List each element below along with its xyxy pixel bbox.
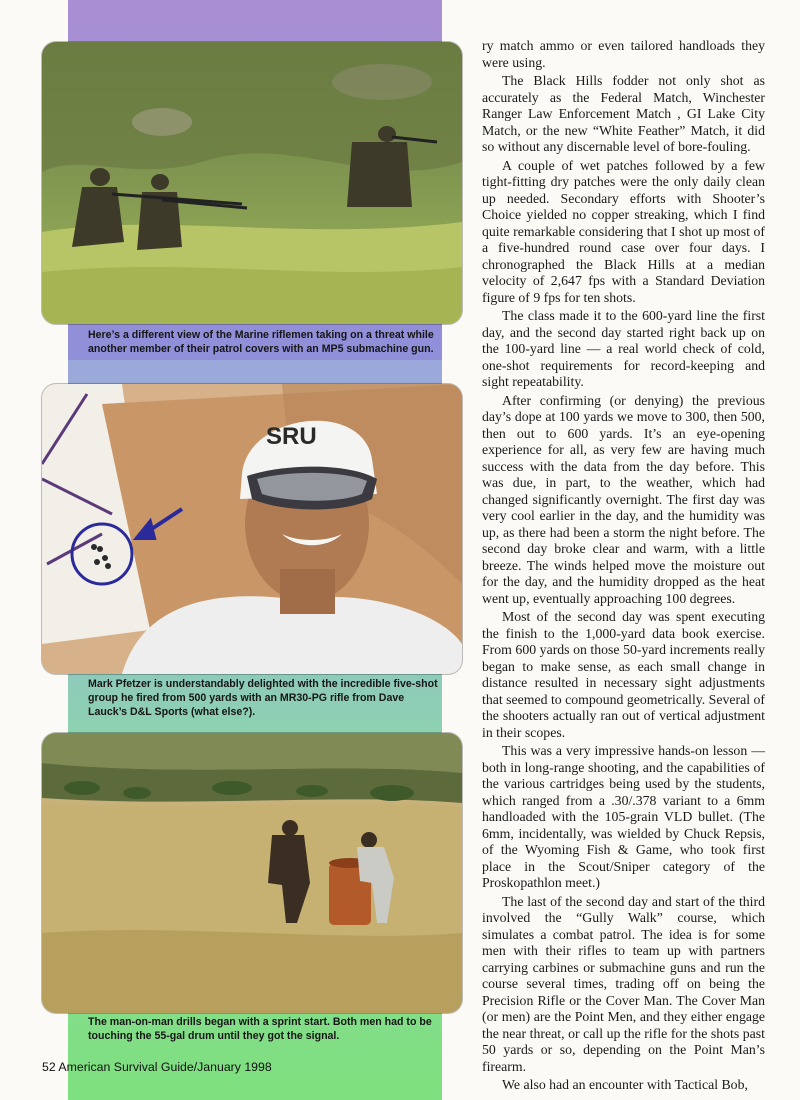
paragraph: We also had an encounter with Tactical Bob, [502, 1077, 748, 1092]
paragraph: The Black Hills fodder not only shot as accurately as the Federal Match, Winchester Ranger Law Enforcement Match , GI Lake City Match, or the new “White Feather” Match, it did so without any discernable level of bore-fouling. [482, 73, 765, 154]
caption-photo-2: Mark Pfetzer is understandably delighted with the incredible five-shot group he fired from 500 yards with an MR30-PG rifle from Dave Lauck’s D&L Sports (what else?). [88, 678, 438, 719]
paragraph: A couple of wet patches followed by a few tight-fitting dry patches were the only daily clean up needed. Secondary efforts with Shooter’s Choice yielded no copper streaking, which I find quite remarkable considering that I shot up most of a five-hundred round case over four days. I chronographed the Black Hills at a median velocity of 2,647 fps with a Standard Deviation figure of 9 fps for ten shots. [482, 157, 765, 305]
article-body [482, 38, 765, 1096]
photo-sprint-drill [42, 733, 462, 1013]
hat-logo-text: SRU [266, 423, 317, 450]
paragraph: After confirming (or denying) the previous day’s dope at 100 yards we move to 300, then 500, then out to 600 yards. It’s an eye-opening experience for all, as very few are having much success with the data from the day before. This was due, in part, to the weather, which had changed significantly overnight. The first day was very cool earlier in the day, and the humidity was up, as there had been a storm the night before. The second day broke clear and warm, with a little breeze. The winds helped move the moisture out for the day, and the humidity dropped as the heat went up, eventually approaching 100 degrees. [482, 392, 765, 606]
photo-mark-pfetzer [42, 384, 462, 674]
caption-photo-3: The man-on-man drills began with a sprint start. Both men had to be touching the 55-gal drum until they got the signal. [88, 1016, 432, 1043]
paragraph: ry match ammo or even tailored handloads they were using. [482, 38, 765, 70]
paragraph: The class made it to the 600-yard line the first day, and the second day started right back up on the 100-yard line — a real world check of cold, one-shot requirements for record-keeping and sight repeatability. [482, 308, 765, 389]
paragraph: Most of the second day was spent executing the finish to the 1,000-yard data book exercise. From 600 yards on those 50-yard increments really began to make sense, as each small change in distance resulted in necessary sight adjustments that seemed to compound geometrically. Several of the shooters actually ran out of vertical adjustment in their scopes. [482, 609, 765, 740]
photo-marine-riflemen [42, 42, 462, 324]
paragraph: This was a very impressive hands-on lesson — both in long-range shooting, and the capabilities of the various cartridges being used by the students, which ranged from a .30/.378 variant to a 6mm handloaded with the 105-grain VLD bullet. (The 6mm, incidentally, was wielded by Chuck Repsis, of the Wyoming Fish & Game, who took first place in the Scout/Sniper category of the Proskopathlon meet.) [482, 743, 765, 890]
page-footer: 52 American Survival Guide/January 1998 [42, 1060, 272, 1074]
caption-photo-1: Here’s a different view of the Marine riflemen taking on a threat while another member of their patrol covers with an MP5 submachine gun. [88, 329, 434, 356]
paragraph: The last of the second day and start of the third involved the “Gully Walk” course, which simulates a combat patrol. The idea is for some men with their rifles to team up with partners carrying carbines or submachine guns and run the course several times, trading off on being the Precision Rifle or the Cover Man. The Cover Man (or men) are the Point Men, and they either engage the near threat, or call up the rifle for the shots past 50 yards or so, depending on the Point Man’s firearm. [482, 893, 765, 1074]
